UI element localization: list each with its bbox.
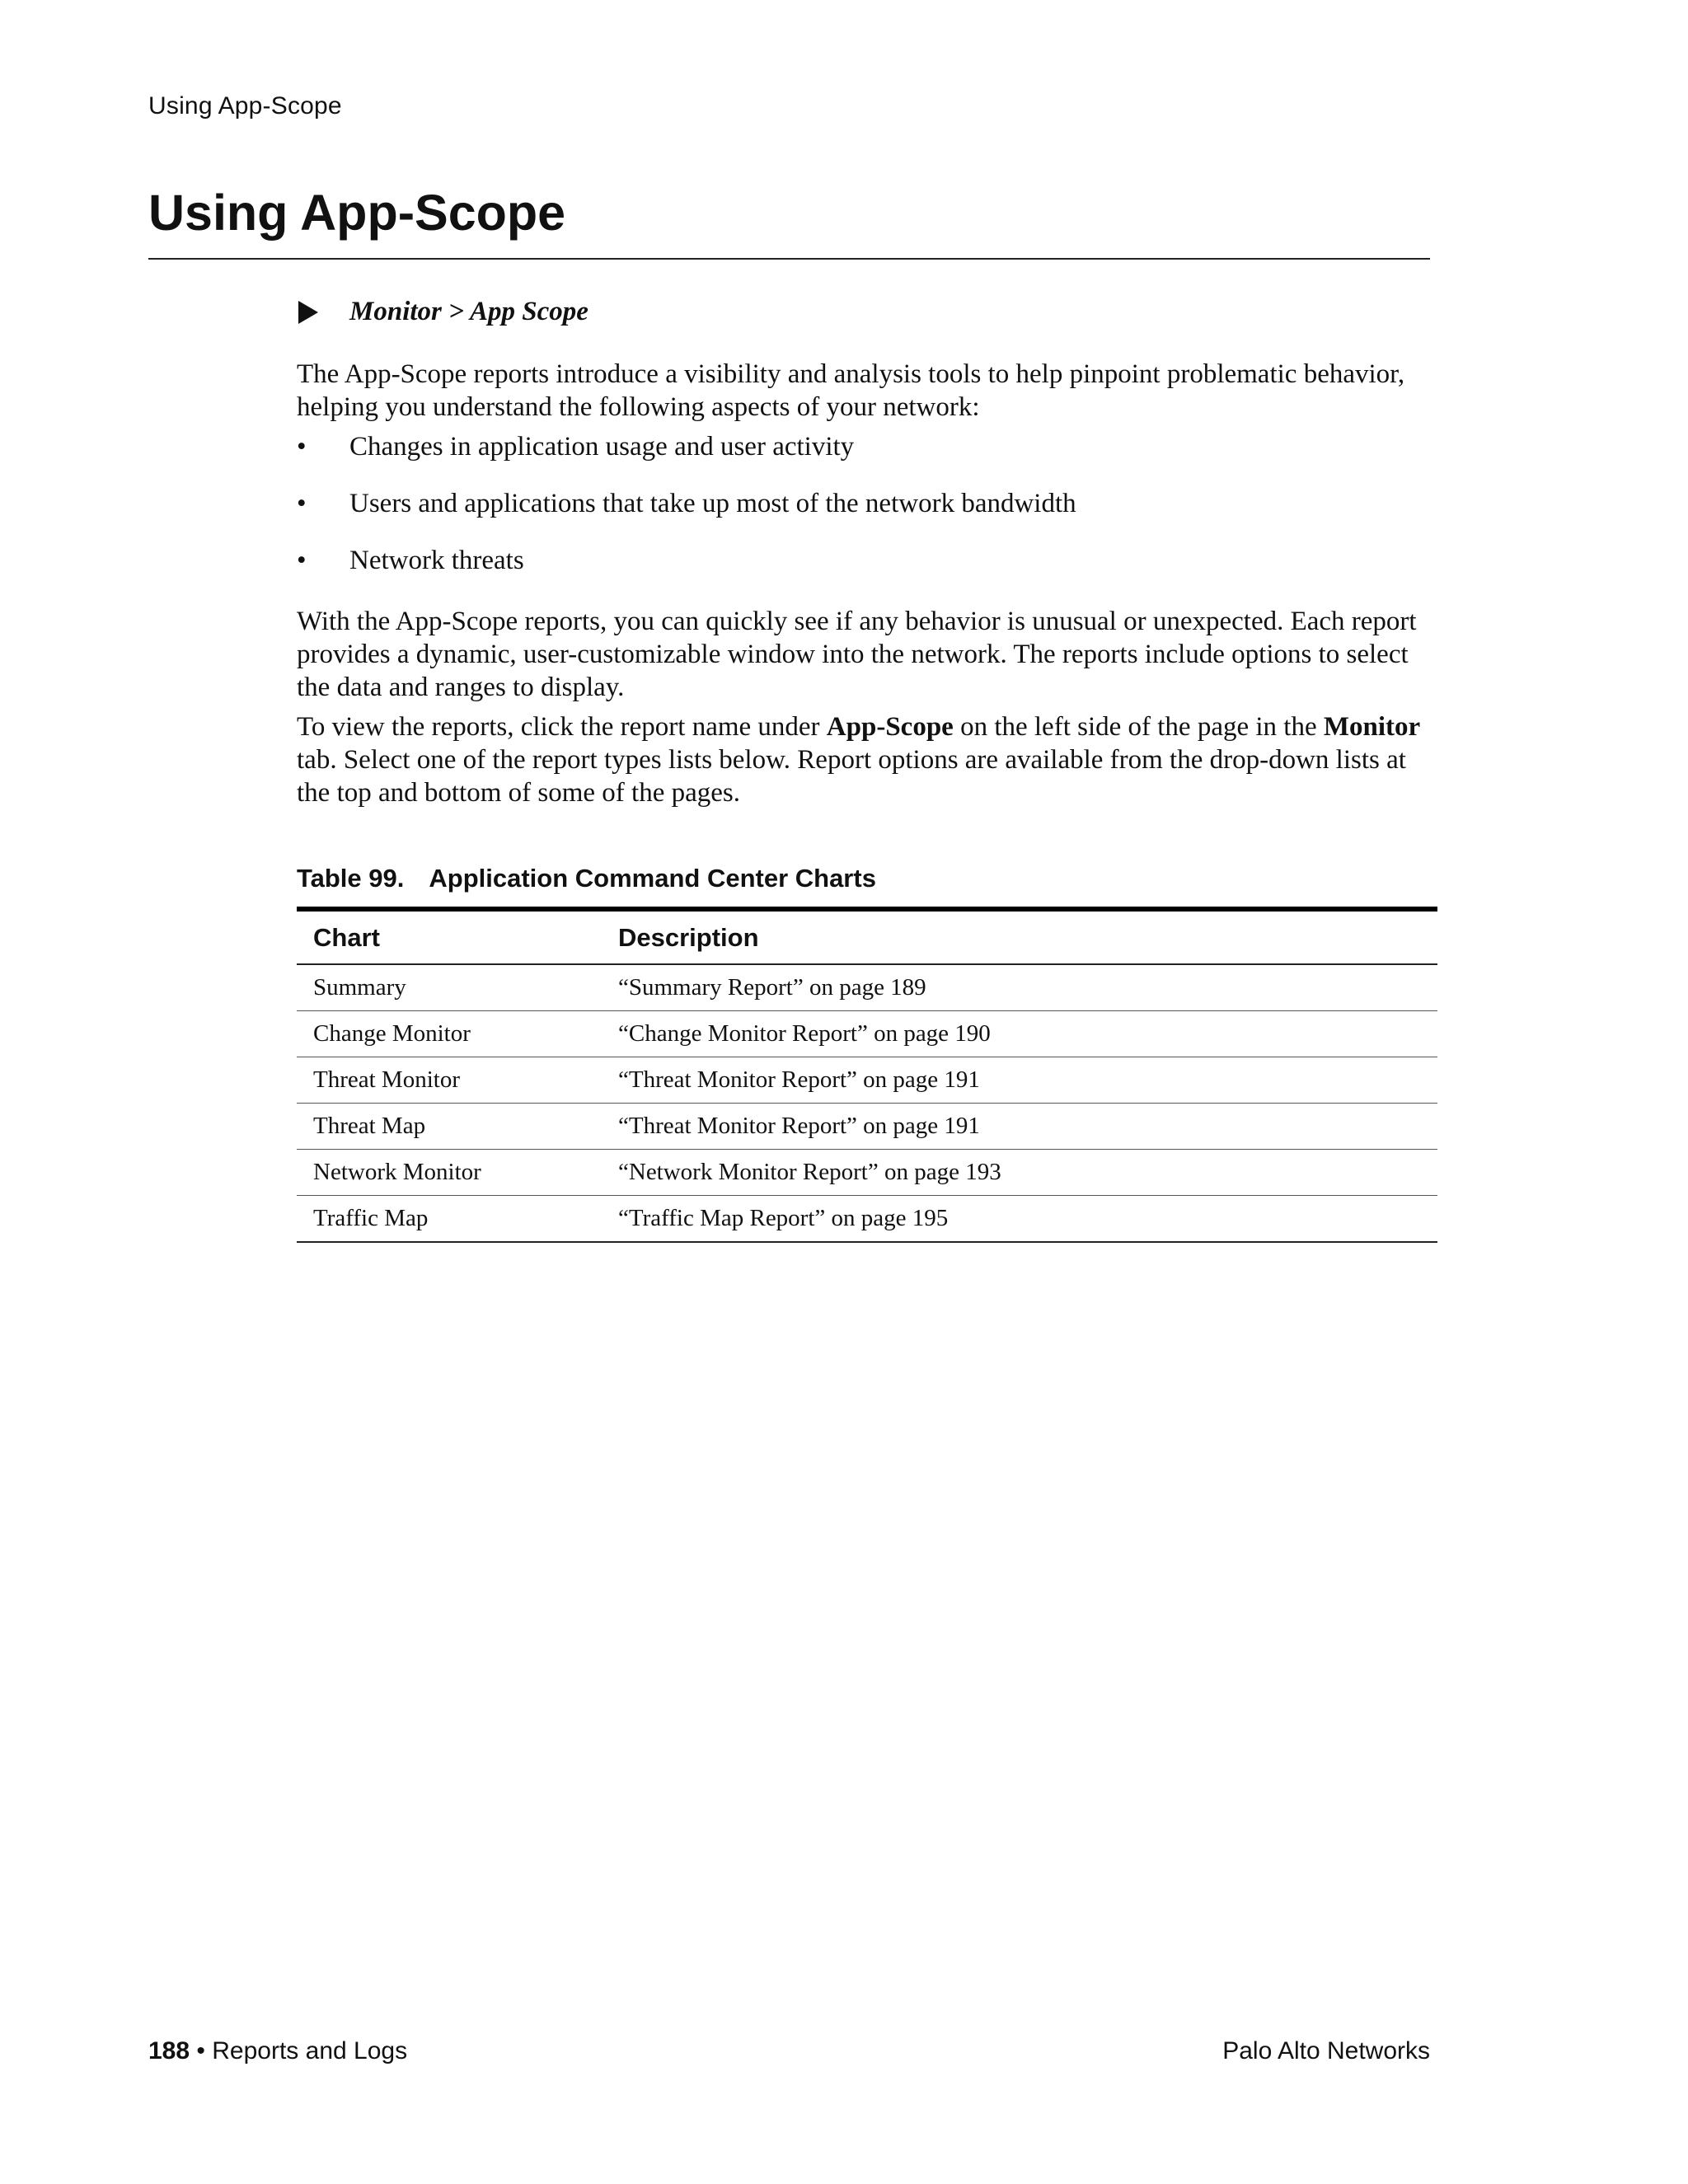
bullet-icon: • [297, 432, 307, 462]
table-row [297, 1196, 1437, 1243]
description-link[interactable]: “Threat Monitor Report” on page 191 [602, 1104, 1437, 1150]
page-number: 188 [148, 2037, 190, 2064]
bullet-icon: • [297, 489, 307, 518]
footer-company: Palo Alto Networks [1222, 2037, 1430, 2064]
navigation-path [298, 297, 588, 327]
description-link[interactable]: “Summary Report” on page 189 [602, 964, 1437, 1011]
intro-paragraph: The App-Scope reports introduce a visibility and analysis tools to help pinpoint problematic behavior, helping you understand the following aspects of your network: [297, 359, 1405, 422]
table-row [297, 964, 1437, 1011]
footer-section: Reports and Logs [212, 2037, 408, 2064]
chart-name-cell: Network Monitor [297, 1150, 602, 1196]
triangle-arrow-icon [298, 301, 318, 324]
bullet-icon: • [297, 546, 307, 575]
paragraph-overview: With the App-Scope reports, you can quickly see if any behavior is unusual or unexpected. Each report provides a dynamic, user-customizable window into the network. The reports include options to select the data and ranges to display. [297, 607, 1417, 702]
description-link[interactable]: “Network Monitor Report” on page 193 [602, 1150, 1437, 1196]
table-number: Table 99. [297, 864, 405, 893]
list-item [297, 544, 1434, 601]
paragraph-instructions [297, 710, 1434, 809]
chart-name-cell: Change Monitor [297, 1011, 602, 1057]
chart-name-cell: Threat Monitor [297, 1057, 602, 1104]
footer-page-info [148, 2037, 407, 2065]
chart-name-cell: Traffic Map [297, 1196, 602, 1243]
bullet-text: Changes in application usage and user activity [349, 432, 855, 462]
monitor-tab-emphasis: Monitor [1323, 712, 1421, 742]
bullet-list [297, 430, 1434, 601]
column-header-chart: Chart [297, 909, 602, 964]
running-header: Using App-Scope [148, 92, 342, 120]
paragraph-text: on the left side of the page in the [953, 712, 1324, 742]
table-row [297, 1104, 1437, 1150]
bullet-text: Users and applications that take up most of the network bandwidth [349, 489, 1076, 518]
navigation-path-text: Monitor > App Scope [349, 297, 588, 326]
table-caption-text: Application Command Center Charts [429, 864, 876, 893]
list-item [297, 430, 1434, 487]
description-link[interactable]: “Traffic Map Report” on page 195 [602, 1196, 1437, 1243]
table-row [297, 1011, 1437, 1057]
paragraph-text: tab. Select one of the report types lists below. Report options are available from the drop-down lists at the top and bottom of some of the pages. [297, 745, 1406, 808]
chart-name-cell: Summary [297, 964, 602, 1011]
page-title: Using App-Scope [148, 188, 1430, 260]
table-header-row [297, 909, 1437, 964]
table-row [297, 1057, 1437, 1104]
chart-name-cell: Threat Map [297, 1104, 602, 1150]
table-caption [297, 864, 876, 893]
paragraph-text: To view the reports, click the report name under [297, 712, 827, 742]
description-link[interactable]: “Threat Monitor Report” on page 191 [602, 1057, 1437, 1104]
app-scope-emphasis: App-Scope [826, 712, 954, 742]
charts-table [297, 907, 1437, 1243]
bullet-text: Network threats [349, 546, 524, 575]
list-item [297, 487, 1434, 544]
description-link[interactable]: “Change Monitor Report” on page 190 [602, 1011, 1437, 1057]
table-row [297, 1150, 1437, 1196]
column-header-description: Description [602, 909, 1437, 964]
footer-separator: • [190, 2037, 213, 2064]
